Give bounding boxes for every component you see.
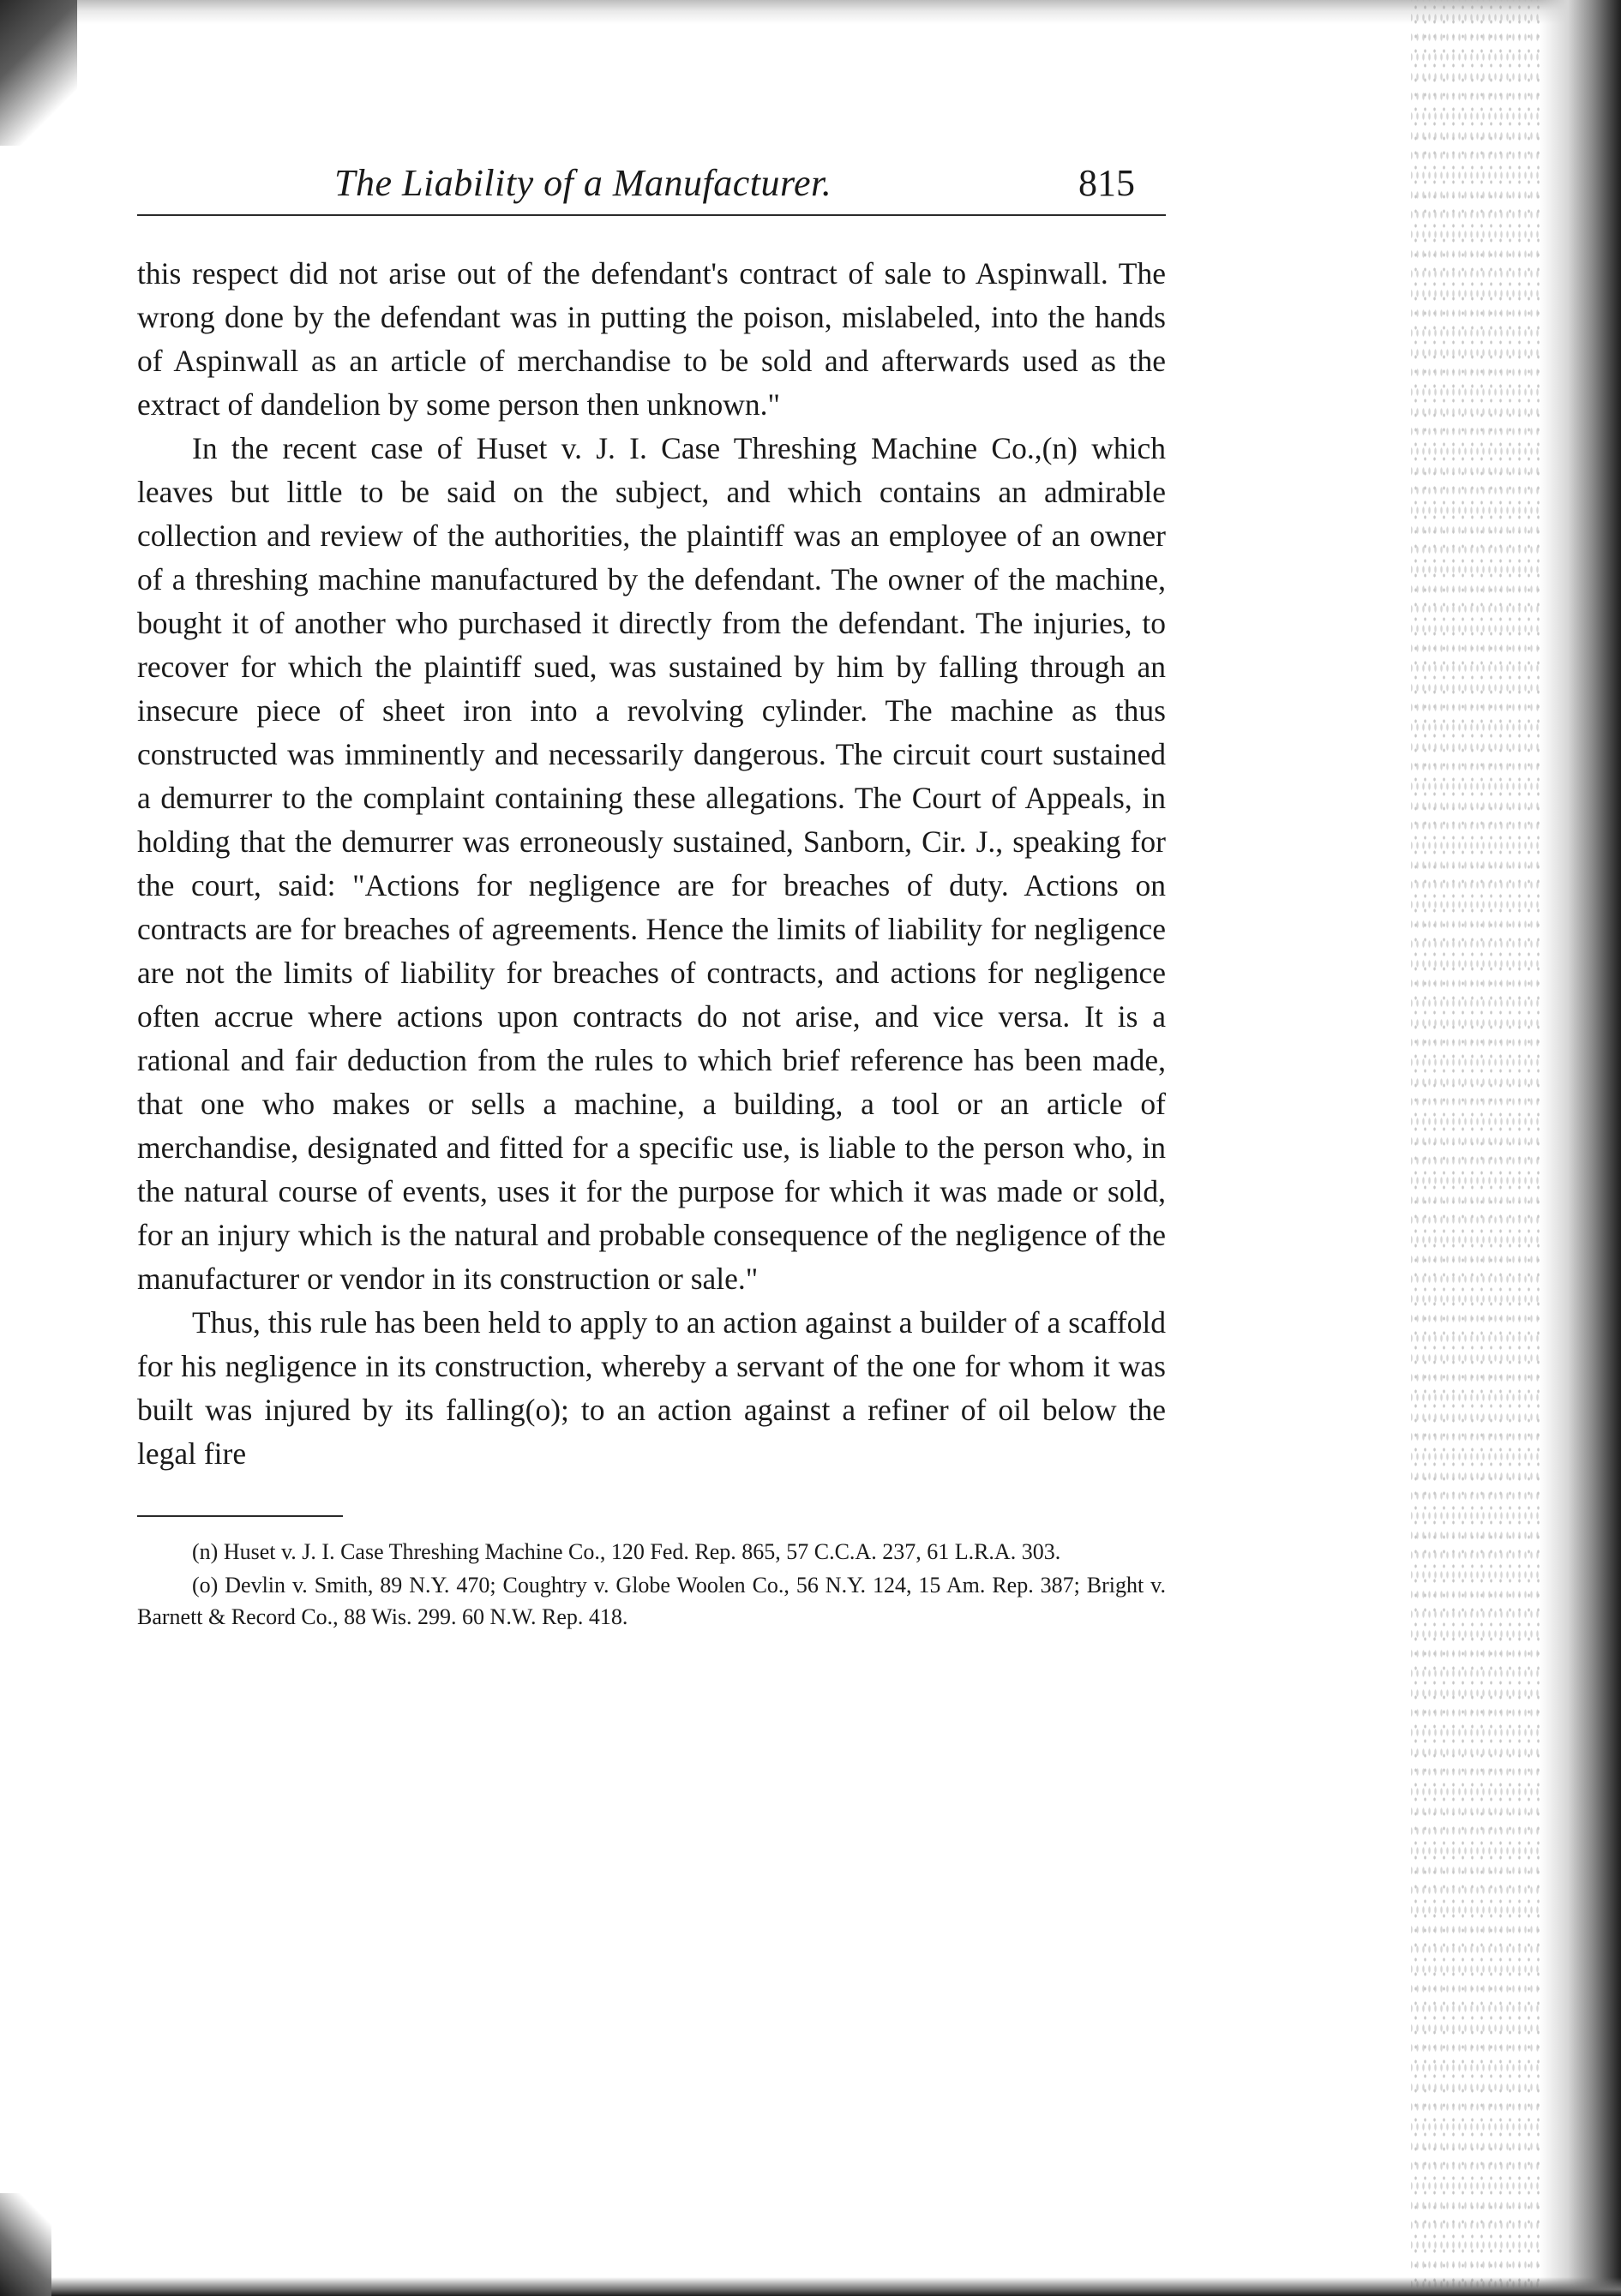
paragraph-2: In the recent case of Huset v. J. I. Case Threshing Machine Co.,(n) which leaves but little to be said on the subject, and which contains an admirable collection and review of the authorities, the plaintiff was an employee of an owner of a threshing machine manufactured by the defendant. The owner of the machine, bought it of another who purchased it directly from the defendant. The injuries, to recover for which the plaintiff sued, was sustained by him by falling through an insecure piece of sheet iron into a revolving cylinder. The machine as thus constructed was imminently and necessarily dangerous. The circuit court sustained a demurrer to the complaint containing these allegations. The Court of Appeals, in holding that the demurrer was erroneously sustained, Sanborn, Cir. J., speaking for the court, said: "Actions for negligence are for breaches of duty. Actions on contracts are for breaches of agreements. Hence the limits of liability for negligence are not the limits of liability for breaches of contracts, and actions for negligence often accrue where actions upon contracts do not arise, and vice versa. It is a rational and fair deduction from the rules to which brief reference has been made, that one who makes or sells a machine, a building, a tool or an article of merchandise, designated and fitted for a specific use, is liable to the person who, in the natural course of events, uses it for the purpose for which it was made or sold, for an injury which is the natural and probable consequence of the negligence of the manufacturer or vendor in its construction or sale." <box>137 431 1166 1296</box>
scan-edge-bottom <box>0 2277 1621 2296</box>
scan-speckle-margin <box>1411 0 1540 2296</box>
footnote-o: (o) Devlin v. Smith, 89 N.Y. 470; Coughtry v. Globe Woolen Co., 56 N.Y. 124, 15 Am. Rep. 387; Bright v. Barnett & Record Co., 88 Wis. 299. 60 N.W. Rep. 418. <box>137 1573 1166 1629</box>
page-number: 815 <box>1078 162 1135 204</box>
scan-corner-bottom-left <box>0 2193 51 2296</box>
body-text <box>137 252 1166 1476</box>
footnote-n: (n) Huset v. J. I. Case Threshing Machine Co., 120 Fed. Rep. 865, 57 C.C.A. 237, 61 L.R.A. 303. <box>192 1539 1061 1564</box>
footnotes <box>137 1536 1166 1633</box>
running-head <box>137 146 1166 213</box>
running-title: The Liability of a Manufacturer. <box>334 162 832 204</box>
footnote-rule <box>137 1515 343 1517</box>
scan-edge-right <box>1540 0 1621 2296</box>
scan-edge-top <box>0 0 1621 24</box>
paragraph-1: this respect did not arise out of the defendant's contract of sale to Aspinwall. The wrong done by the defendant was in putting the poison, mislabeled, into the hands of Aspinwall as an article of merchandise to be sold and afterwards used as the extract of dandelion by some person then unknown." <box>137 256 1166 422</box>
scan-corner-top-left <box>0 0 77 146</box>
paragraph-3: Thus, this rule has been held to apply to an action against a builder of a scaffold for his negligence in its construction, whereby a servant of the one for whom it was built was injured by its falling(o); to an action against a refiner of oil below the legal fire <box>137 1305 1166 1471</box>
book-page <box>137 146 1166 1634</box>
header-rule <box>137 214 1166 216</box>
